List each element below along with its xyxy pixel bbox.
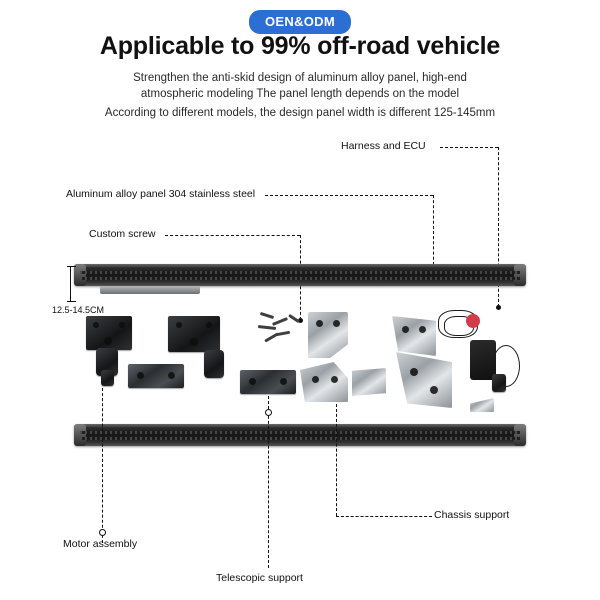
board-antislip-stripe bbox=[80, 277, 520, 280]
motor-shaft bbox=[101, 370, 114, 386]
subtitle-line-3: According to different models, the design panel width is different 125-145mm bbox=[104, 107, 496, 119]
screw-pile bbox=[256, 312, 308, 342]
bolt-hole bbox=[119, 322, 125, 328]
bolt-hole bbox=[430, 386, 438, 394]
bolt-hole bbox=[331, 376, 338, 383]
callout-custom-screw: Custom screw bbox=[89, 228, 156, 240]
motor-cylinder bbox=[204, 350, 224, 378]
screw bbox=[264, 332, 278, 342]
screw bbox=[258, 325, 276, 330]
telescopic-arm bbox=[128, 364, 184, 388]
leader-dot-telescopic bbox=[265, 409, 272, 416]
leader-screw-horizontal bbox=[165, 235, 300, 236]
height-measure-label: 12.5-14.5CM bbox=[52, 305, 105, 315]
bolt-hole bbox=[280, 378, 287, 385]
callout-telescopic-support: Telescopic support bbox=[216, 572, 303, 584]
callout-harness-ecu: Harness and ECU bbox=[341, 140, 426, 152]
running-board-top bbox=[74, 264, 526, 286]
bolt-hole bbox=[93, 322, 99, 328]
motor-assembly-part bbox=[86, 316, 132, 350]
callout-chassis-support: Chassis support bbox=[434, 509, 510, 521]
callout-aluminum-panel: Aluminum alloy panel 304 stainless steel bbox=[66, 188, 256, 200]
small-bracket bbox=[470, 398, 494, 412]
subtitle-line-1: Strengthen the anti-skid design of aluminum alloy panel, high-end bbox=[133, 72, 467, 84]
subtitle-line-2: atmospheric modeling The panel length depends on the model bbox=[140, 88, 460, 100]
callout-motor-assembly: Motor assembly bbox=[63, 538, 138, 550]
bolt-hole bbox=[190, 338, 198, 346]
screw bbox=[272, 317, 288, 326]
bolt-hole bbox=[249, 378, 256, 385]
harness-connector bbox=[466, 314, 480, 328]
bolt-hole bbox=[206, 322, 212, 328]
page-title: Applicable to 99% off-road vehicle bbox=[99, 32, 501, 60]
chassis-bracket bbox=[352, 368, 386, 396]
board-end-cap-left bbox=[74, 424, 86, 446]
bolt-hole bbox=[316, 320, 323, 327]
screw bbox=[260, 312, 274, 319]
chassis-bracket bbox=[308, 312, 348, 358]
board-end-cap-right bbox=[514, 424, 526, 446]
leader-dot-motor bbox=[99, 529, 106, 536]
board-mount-plate bbox=[100, 286, 200, 294]
running-board-bottom bbox=[74, 424, 526, 446]
board-end-cap-left bbox=[74, 264, 86, 286]
bolt-hole bbox=[419, 326, 426, 333]
bolt-hole bbox=[410, 368, 418, 376]
bolt-hole bbox=[312, 376, 319, 383]
board-antislip-stripe bbox=[80, 431, 520, 434]
leader-panel-horizontal bbox=[265, 195, 433, 196]
board-end-cap-right bbox=[514, 264, 526, 286]
harness-plug bbox=[492, 374, 506, 392]
motor-assembly-part bbox=[168, 316, 220, 352]
chassis-bracket bbox=[396, 352, 452, 408]
board-antislip-stripe bbox=[80, 437, 520, 440]
bolt-hole bbox=[402, 326, 409, 333]
chassis-bracket bbox=[300, 362, 348, 402]
leader-motor-vertical bbox=[102, 388, 103, 543]
bolt-hole bbox=[176, 322, 182, 328]
leader-chassis-horizontal bbox=[336, 516, 432, 517]
leader-telescopic-vertical bbox=[268, 396, 269, 568]
leader-dot-harness bbox=[496, 305, 501, 310]
telescopic-arm bbox=[240, 370, 296, 394]
badge-oem-odm: OEN&ODM bbox=[249, 10, 351, 34]
leader-panel-vertical bbox=[433, 195, 434, 270]
board-antislip-stripe bbox=[80, 271, 520, 274]
bolt-hole bbox=[137, 372, 144, 379]
screw bbox=[288, 314, 300, 323]
leader-chassis-vertical bbox=[336, 404, 337, 516]
height-measure-bracket bbox=[70, 266, 71, 302]
leader-harness-horizontal bbox=[440, 147, 498, 148]
chassis-bracket bbox=[392, 316, 436, 356]
bolt-hole bbox=[168, 372, 175, 379]
bolt-hole bbox=[104, 337, 112, 345]
bolt-hole bbox=[333, 320, 340, 327]
